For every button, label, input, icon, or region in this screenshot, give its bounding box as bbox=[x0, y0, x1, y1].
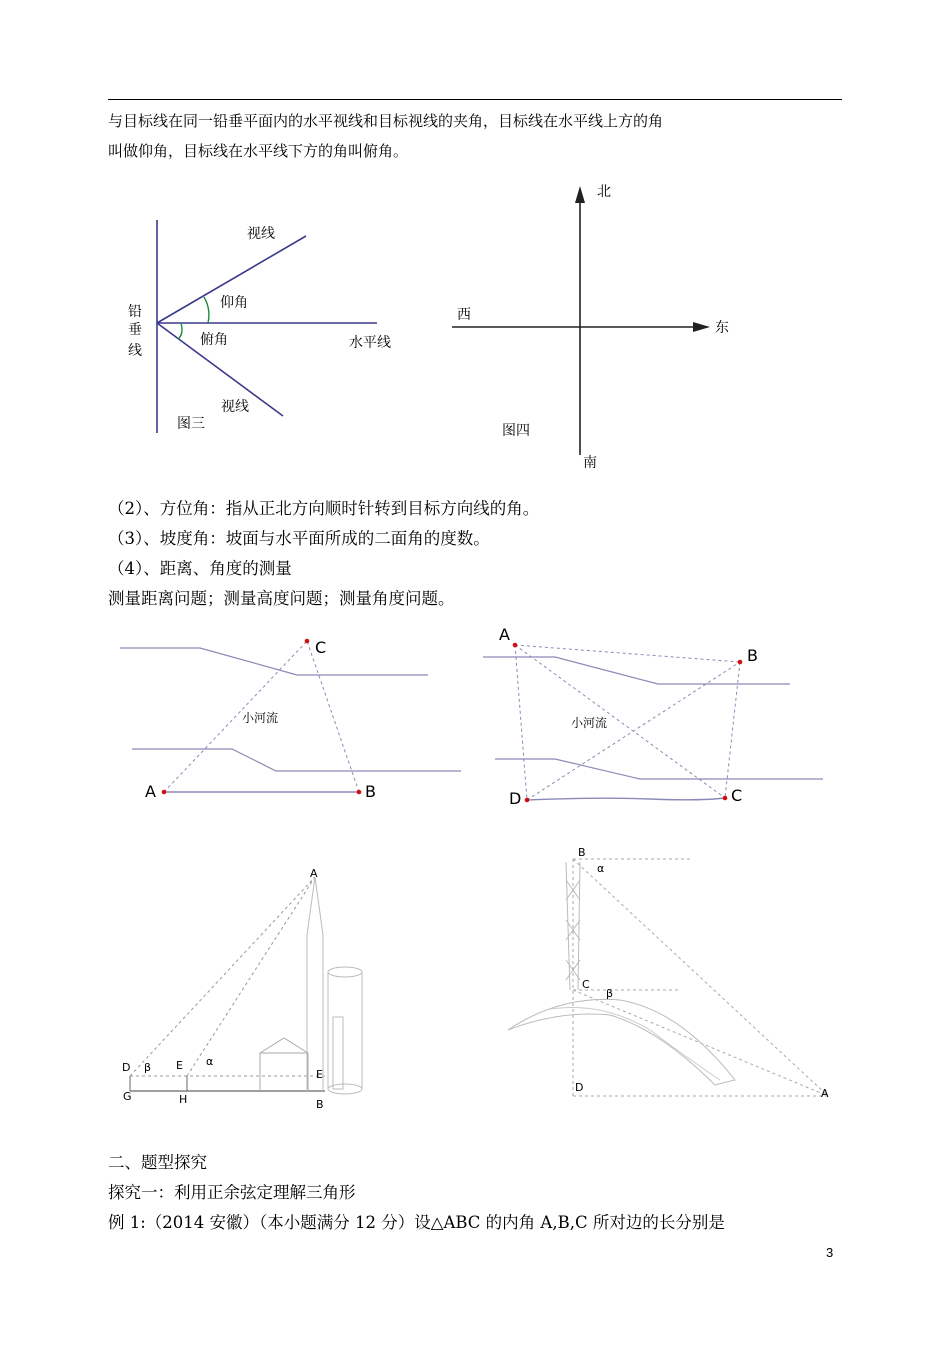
south-label: 南 bbox=[583, 455, 597, 471]
baseline-DC bbox=[527, 798, 725, 800]
label-G: G bbox=[123, 1090, 132, 1103]
figure-3-caption: 图三 bbox=[177, 416, 205, 432]
point-C bbox=[305, 639, 310, 644]
cylinder-top bbox=[328, 967, 362, 977]
west-label: 西 bbox=[457, 307, 471, 323]
label-C: C bbox=[731, 786, 743, 805]
point-B bbox=[738, 660, 743, 665]
east-arrow-icon bbox=[693, 322, 710, 332]
elevation-label: 仰角 bbox=[220, 295, 248, 311]
label-C: C bbox=[582, 978, 590, 991]
item-bearing: （2）、方位角：指从正北方向顺时针转到目标方向线的角。 bbox=[108, 499, 540, 518]
item-slope: （3）、坡度角：坡面与水平面所成的二面角的度数。 bbox=[108, 529, 490, 548]
label-beta: β bbox=[144, 1061, 152, 1074]
tower-icon bbox=[307, 877, 323, 1091]
river-label: 小河流 bbox=[242, 711, 279, 725]
figure-4-compass bbox=[452, 184, 729, 471]
depression-label: 俯角 bbox=[200, 332, 228, 348]
sight-line-BA bbox=[573, 859, 828, 1096]
label-A: A bbox=[145, 782, 156, 801]
river-bank-lower bbox=[132, 749, 461, 771]
river-bank-lower bbox=[495, 759, 823, 779]
river-figure-2 bbox=[483, 625, 823, 808]
label-C: C bbox=[315, 638, 327, 657]
house-icon bbox=[260, 1038, 308, 1091]
horizontal-label: 水平线 bbox=[349, 335, 391, 351]
sight-bottom-label: 视线 bbox=[221, 399, 249, 415]
label-E: E bbox=[176, 1059, 183, 1072]
plumb-label-2: 垂 bbox=[128, 322, 142, 338]
item-measure: （4）、距离、角度的测量 bbox=[108, 559, 292, 578]
sight-line-AC bbox=[164, 641, 307, 792]
item-problems: 测量距离问题；测量高度问题；测量角度问题。 bbox=[108, 589, 455, 608]
intro-line-2: 叫做仰角，目标线在水平线下方的角叫俯角。 bbox=[108, 142, 409, 160]
explore-1: 探究一：利用正余弦定理解三角形 bbox=[108, 1183, 356, 1202]
point-B bbox=[357, 790, 362, 795]
cliff-ridge bbox=[545, 1008, 720, 1081]
label-alpha: α bbox=[597, 862, 605, 875]
label-alpha: α bbox=[206, 1055, 214, 1068]
east-label: 东 bbox=[715, 320, 729, 336]
depression-arc bbox=[178, 323, 182, 339]
point-C bbox=[723, 796, 728, 801]
height-figure-1 bbox=[130, 877, 362, 1094]
river-figure-1 bbox=[120, 638, 461, 801]
river-label: 小河流 bbox=[571, 716, 608, 730]
north-label: 北 bbox=[597, 184, 611, 200]
label-B: B bbox=[747, 646, 758, 665]
label-E-tower: E bbox=[316, 1068, 323, 1081]
sight-line-EA bbox=[187, 877, 315, 1076]
label-D: D bbox=[509, 789, 522, 808]
sight-line-AC bbox=[515, 645, 725, 798]
height-figure-2-labels bbox=[575, 846, 829, 1100]
label-B: B bbox=[316, 1098, 324, 1111]
plumb-label-3: 线 bbox=[128, 343, 142, 359]
point-A bbox=[162, 790, 167, 795]
cliff-outline bbox=[508, 999, 735, 1085]
sight-line-DA bbox=[130, 877, 315, 1076]
label-beta: β bbox=[606, 987, 614, 1000]
sight-line-BC bbox=[307, 641, 359, 792]
cylinder-inner bbox=[333, 1017, 343, 1089]
north-arrow-icon bbox=[575, 186, 585, 203]
figure-3-elevation-depression bbox=[128, 220, 391, 433]
label-D: D bbox=[575, 1081, 584, 1094]
sight-line-AD bbox=[515, 645, 527, 800]
height-figure-2 bbox=[508, 859, 828, 1096]
example-1: 例 1:（2014 安徽）（本小题满分 12 分）设△ABC 的内角 A,B,C 所对边的长分别是 bbox=[108, 1213, 725, 1232]
label-A: A bbox=[310, 867, 318, 880]
label-D: D bbox=[122, 1061, 131, 1074]
river-bank-upper bbox=[483, 657, 790, 684]
section-heading: 二、题型探究 bbox=[108, 1153, 207, 1172]
figure-4-caption: 图四 bbox=[502, 423, 530, 439]
point-A bbox=[513, 643, 518, 648]
label-A: A bbox=[821, 1087, 829, 1100]
label-H: H bbox=[179, 1093, 188, 1106]
elevation-arc bbox=[204, 297, 209, 323]
sight-top-label: 视线 bbox=[247, 226, 275, 242]
height-figure-1-labels bbox=[122, 867, 324, 1111]
label-B: B bbox=[365, 782, 376, 801]
plumb-label-1: 铅 bbox=[128, 304, 142, 320]
intro-line-1: 与目标线在同一铅垂平面内的水平视线和目标视线的夹角，目标线在水平线上方的角 bbox=[108, 112, 664, 130]
label-A: A bbox=[499, 625, 510, 644]
river-bank-upper bbox=[120, 648, 428, 675]
sight-line-AB bbox=[515, 645, 740, 662]
label-B: B bbox=[578, 846, 586, 859]
point-D bbox=[525, 798, 530, 803]
page-number: 3 bbox=[826, 1245, 834, 1260]
sight-line-BC bbox=[725, 662, 740, 798]
